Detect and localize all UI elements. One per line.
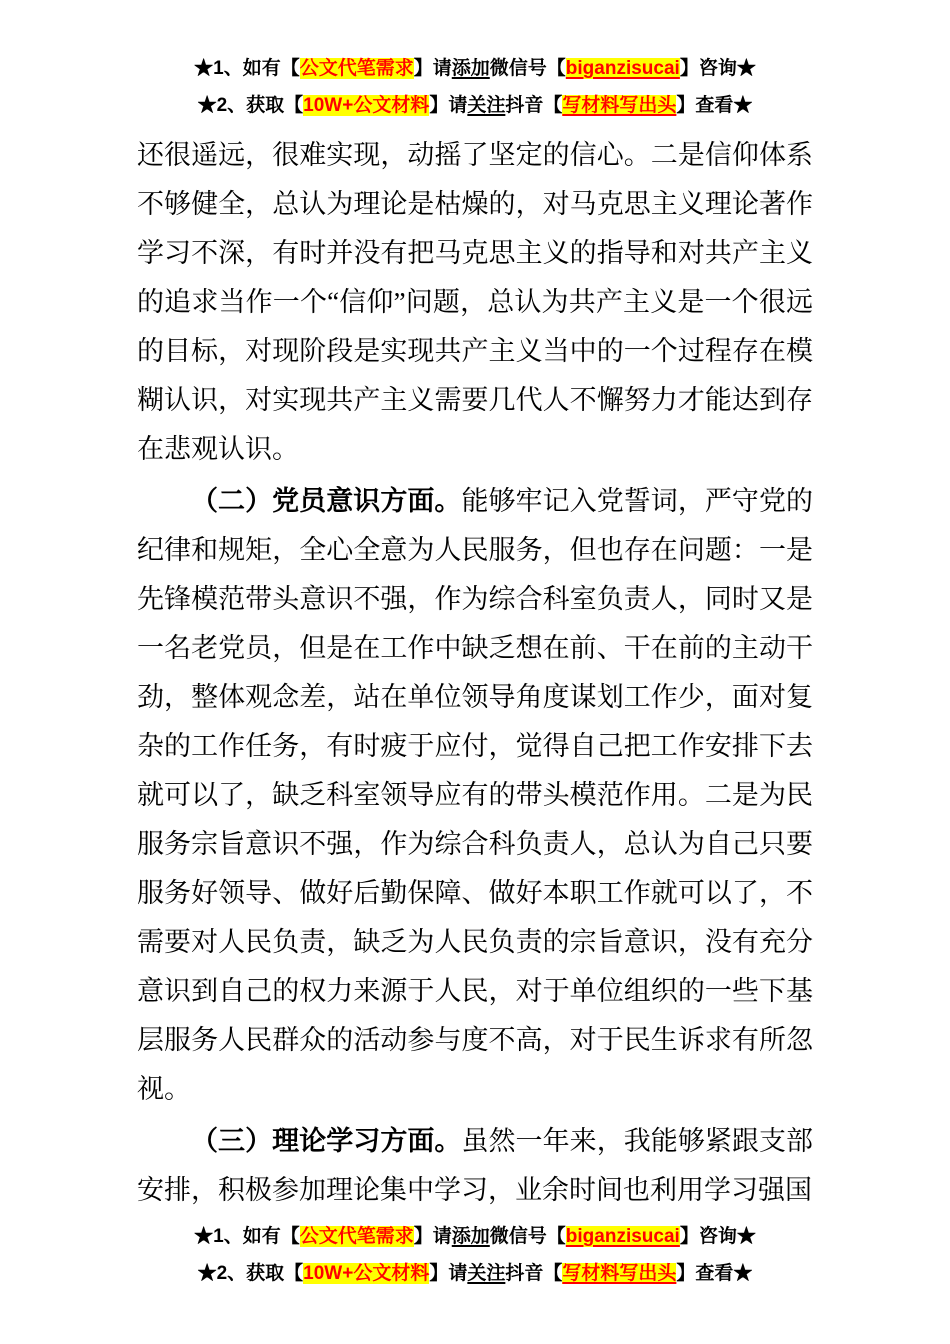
text-segment: 抖音【 [505, 95, 563, 116]
text-segment: （三）理论学习方面。 [191, 1126, 462, 1156]
text-segment: 添加 [451, 58, 490, 79]
text-segment: 写材料写出头 [562, 95, 677, 116]
header-ad-line-1 [137, 50, 813, 87]
text-segment: 关注 [467, 1263, 506, 1284]
text-segment: 还很遥远，很难实现，动摇了坚定的信心。二是信仰体系不够健全，总认为理论是枯燥的，对马克思主义理论著作学习不深，有时并没有把马克思主义的指导和对共产主义的追求当作一个“信仰”问题，总认为共产主义是一个很远的目标，对现阶段是实现共产主义当中的一个过程存在模糊认识，对实现共产主义需要几代人不懈努力才能达到存在悲观认识。 [137, 140, 813, 464]
text-segment: 】查看★ [676, 95, 753, 116]
paragraph-party-member-awareness [137, 477, 813, 1114]
footer-ad-line-1 [137, 1218, 813, 1255]
text-segment: biganzisucai [565, 1226, 680, 1247]
text-segment: 公文代笔需求 [299, 58, 414, 79]
text-segment: 写材料写出头 [562, 1263, 677, 1284]
text-segment: 】请 [429, 95, 468, 116]
text-segment: biganzisucai [565, 58, 680, 79]
header-ad [137, 50, 813, 124]
text-segment: 添加 [451, 1226, 490, 1247]
text-segment: （二）党员意识方面。 [191, 486, 462, 516]
text-segment: 能够牢记入党誓词，严守党的纪律和规矩，全心全意为人民服务，但也存在问题：一是先锋模范带头意识不强，作为综合科室负责人，同时又是一名老党员，但是在工作中缺乏想在前、干在前的主动干劲，整体观念差，站在单位领导角度谋划工作少，面对复杂的工作任务，有时疲于应付，觉得自己把工作安排下去就可以了，缺乏科室领导应有的带头模范作用。二是为民服务宗旨意识不强，作为综合科负责人，总认为自己只要服务好领导、做好后勤保障、做好本职工作就可以了，不需要对人民负责，缺乏为人民负责的宗旨意识，没有充分意识到自己的权力来源于人民，对于单位组织的一些下基层服务人民群众的活动参与度不高，对于民生诉求有所忽视。 [137, 486, 814, 1104]
text-segment: 】咨询★ [679, 58, 756, 79]
header-ad-line-2 [137, 87, 813, 124]
text-segment: 公文代笔需求 [299, 1226, 414, 1247]
document-body [137, 131, 813, 1215]
paragraph-theory-study [137, 1117, 813, 1215]
text-segment: ★1、如有【 [194, 1226, 300, 1247]
footer-ad [137, 1218, 813, 1292]
text-segment: 虽然一年来，我能够紧跟支部安排，积极参加理论集中学习，业余时间也利用学习强国 [137, 1126, 814, 1205]
text-segment: 】请 [413, 58, 452, 79]
text-segment: ★2、获取【 [197, 95, 304, 116]
text-segment: ★2、获取【 [197, 1263, 304, 1284]
text-segment: 关注 [467, 95, 506, 116]
text-segment: 10W+公文材料 [303, 1263, 430, 1284]
text-segment: 微信号【 [489, 1226, 566, 1247]
text-segment: 微信号【 [489, 58, 566, 79]
text-segment: 】请 [429, 1263, 468, 1284]
paragraph-belief-continuation [137, 131, 813, 474]
text-segment: 】咨询★ [679, 1226, 756, 1247]
text-segment: 10W+公文材料 [303, 95, 430, 116]
text-segment: 抖音【 [505, 1263, 563, 1284]
text-segment: 】请 [413, 1226, 452, 1247]
text-segment: 】查看★ [676, 1263, 753, 1284]
footer-ad-line-2 [137, 1255, 813, 1292]
text-segment: ★1、如有【 [194, 58, 300, 79]
